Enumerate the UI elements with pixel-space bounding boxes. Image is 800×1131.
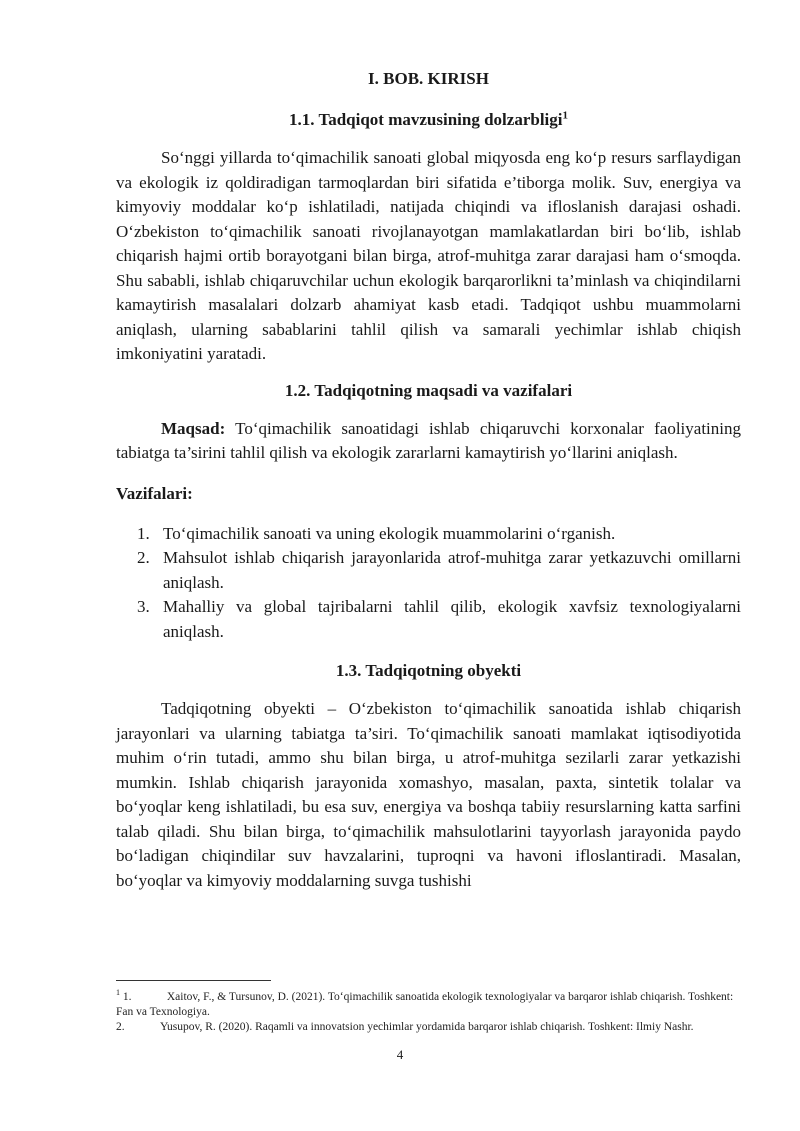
- page-number: 4: [396, 1047, 404, 1062]
- list-item: [116, 595, 741, 644]
- list-item-number: 2.: [137, 548, 150, 567]
- list-item: [116, 546, 741, 595]
- relevance-paragraph: So‘nggi yillarda to‘qimachilik sanoati global miqyosda eng ko‘p resurs sarflaydigan va ekologik iz qoldiradigan tarmoqlardan biri sifatida e’tiborga molik. Suv, energiya va kimyoviy moddalar ko‘p ishlatiladi, natijada chiqindi va ifloslanish darajasi oshadi. O‘zbekiston to‘qimachilik sanoati rivojlanayotgan mamlakatlardan biri bo‘lib, ishlab chiqarish hajmi ortib borayotgani bilan birga, atrof-muhitga zarar darajasi ham o‘smoqda. Shu sababli, ishlab chiqaruvchilar uchun ekologik barqarorlikni ta’minlash va chiqindilarni kamaytirish masalalari dolzarb ahamiyat kasb etadi. Tadqiqot ushbu muammolarni aniqlash, ularning sabablarini tahlil qilish va samarali yechimlar ishlab chiqish imkoniyatini yaratadi.: [116, 148, 741, 363]
- tasks-heading: Vazifalari:: [116, 483, 193, 503]
- footnote-text: Yusupov, R. (2020). Raqamli va innovatsion yechimlar yordamida barqaror ishlab chiqarish. Toshkent: Ilmiy Nashr.: [160, 1020, 694, 1033]
- list-item-text: To‘qimachilik sanoati va uning ekologik muammolarini o‘rganish.: [163, 523, 616, 543]
- footnote-text: Xaitov, F., & Tursunov, D. (2021). To‘qimachilik sanoatida ekologik texnologiyalar va barqaror ishlab chiqarish. Toshkent: Fan va Texnologiya.: [116, 990, 734, 1018]
- footnote-number: 2.: [116, 1020, 125, 1033]
- list-item-text: Mahalliy va global tajribalarni tahlil qilib, ekologik xavfsiz texnologiyalarni aniqlash.: [163, 597, 741, 641]
- list-item-number: 1.: [137, 523, 150, 543]
- goal-paragraph: [116, 417, 741, 466]
- document-page: [116, 60, 741, 893]
- section-title-1-2: 1.2. Tadqiqotning maqsadi va vazifalari: [284, 380, 573, 400]
- object-paragraph: Tadqiqotning obyekti – O‘zbekiston to‘qimachilik sanoatida ishlab chiqarish jarayonlari va ularning tabiatga ta’siri. To‘qimachilik sanoati mamlakat iqtisodiyotida muhim o‘rin tutadi, ammo shu bilan birga, u atrof-muhitga sezilarli zarar yetkazishi mumkin. Ishlab chiqarish jarayonida xomashyo, masalan, paxta, sintetik tolalar va bo‘yoqlar keng ishlatiladi, bu esa suv, energiya va boshqa tabiiy resurslarning katta sarfini talab qiladi. Shu bilan birga, to‘qimachilik mahsulotlarini tayyorlash jarayonida paydo bo‘ladigan chiqindilar suv havzalarini, tuproqni va havoni ifloslantiradi. Masalan, bo‘yoqlar va kimyoviy moddalarning suvga tushishi: [116, 699, 741, 890]
- section-title-1-1-text: 1.1. Tadqiqot mavzusining dolzarbligi: [289, 110, 563, 129]
- footnote-item: [116, 985, 741, 1020]
- section-title-1-1: [116, 109, 741, 131]
- footnotes: [116, 985, 741, 1035]
- footnote-item: [116, 1020, 741, 1035]
- list-item-text: Mahsulot ishlab chiqarish jarayonlarida atrof-muhitga zarar yetkazuvchi omillarni aniqlash.: [163, 548, 741, 592]
- footnote-marker-1: 1: [562, 109, 568, 122]
- goal-text: To‘qimachilik sanoatidagi ishlab chiqaruvchi korxonalar faoliyatining tabiatga ta’sirini tahlil qilish va ekologik zararlarni kamaytirish yo‘llarini aniqlash.: [116, 418, 741, 462]
- list-item: [116, 522, 741, 547]
- footnote-marker: 1: [116, 988, 120, 997]
- section-title-1-3: 1.3. Tadqiqotning obyekti: [335, 661, 522, 680]
- tasks-list: [116, 522, 741, 645]
- chapter-title: I. BOB. KIRISH: [368, 69, 489, 88]
- goal-label: Maqsad:: [161, 418, 226, 438]
- footnote-number: 1.: [122, 990, 132, 1003]
- list-item-number: 3.: [137, 597, 150, 616]
- footnote-divider: [116, 980, 271, 981]
